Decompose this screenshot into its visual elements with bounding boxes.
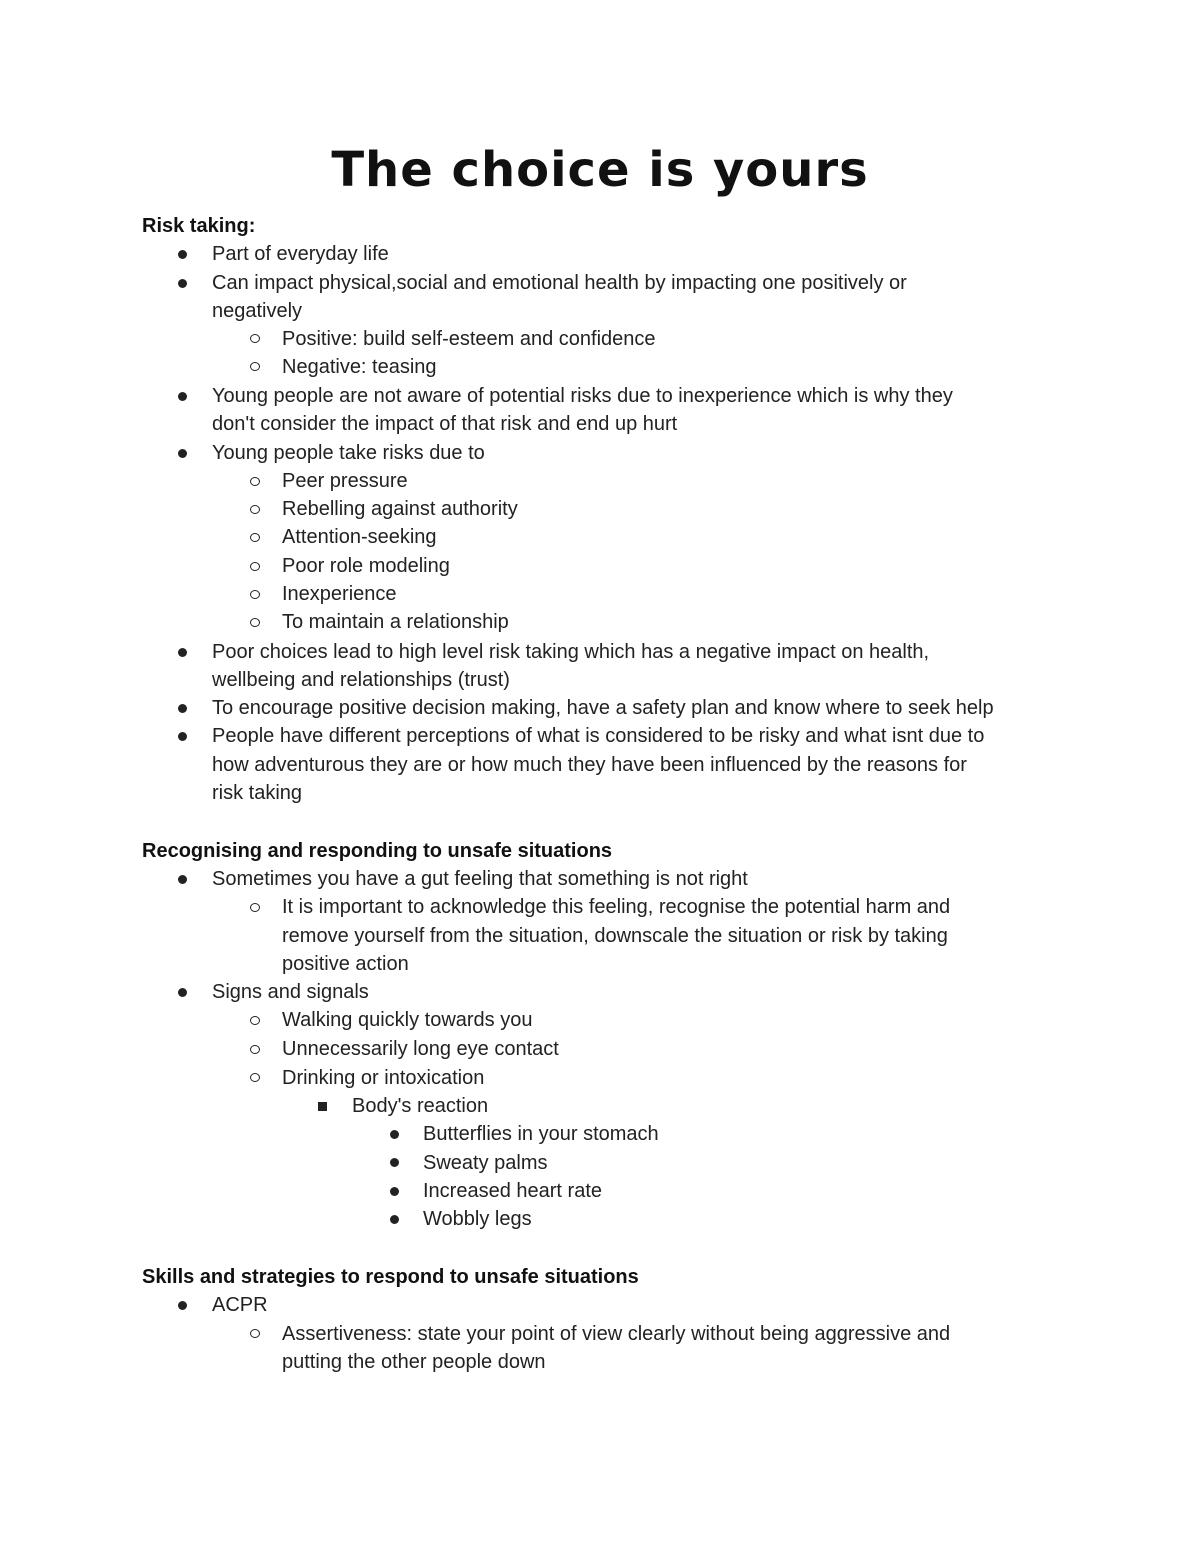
page-title: The choice is yours — [331, 142, 869, 198]
list-item: Butterflies in your stomach — [423, 1123, 659, 1145]
list-item: It is important to acknowledge this feeling, recognise the potential harm and — [282, 896, 951, 918]
bullet-disc — [390, 1187, 399, 1196]
list-item: Young people are not aware of potential risks due to inexperience which is why they — [212, 385, 953, 407]
bullet-disc — [178, 648, 187, 657]
list-item: Can impact physical,social and emotional health by impacting one positively or — [212, 272, 907, 294]
bullet-disc — [178, 392, 187, 401]
list-item: Unnecessarily long eye contact — [282, 1038, 559, 1060]
list-item: Part of everyday life — [212, 243, 389, 265]
list-item: Poor role modeling — [282, 555, 450, 577]
list-item-continuation: putting the other people down — [282, 1351, 546, 1373]
bullet-disc — [390, 1215, 399, 1224]
list-item: Walking quickly towards you — [282, 1009, 533, 1031]
list-item: Positive: build self-esteem and confidence — [282, 328, 656, 350]
list-item: Body's reaction — [352, 1095, 489, 1117]
list-item-continuation: risk taking — [212, 782, 303, 804]
list-item: Assertiveness: state your point of view clearly without being aggressive and — [282, 1323, 951, 1345]
list-item-continuation: negatively — [212, 300, 303, 322]
list-item: ACPR — [212, 1294, 268, 1316]
bullet-circle — [250, 533, 260, 542]
bullet-square — [318, 1102, 327, 1111]
section-heading-skills: Skills and strategies to respond to unsafe situations — [142, 1266, 639, 1288]
bullet-circle — [250, 1329, 260, 1338]
bullet-disc — [178, 875, 187, 884]
bullet-disc — [178, 250, 187, 259]
bullet-circle — [250, 1045, 260, 1054]
list-item: People have different perceptions of what is considered to be risky and what isnt due to — [212, 725, 985, 747]
list-item: To encourage positive decision making, have a safety plan and know where to seek help — [212, 697, 994, 719]
bullet-disc — [178, 279, 187, 288]
list-item: Signs and signals — [212, 981, 369, 1003]
bullet-circle — [250, 590, 260, 599]
bullet-circle — [250, 1016, 260, 1025]
bullet-circle — [250, 903, 260, 912]
section-heading-recognising: Recognising and responding to unsafe situations — [142, 840, 613, 862]
bullet-disc — [178, 988, 187, 997]
bullet-circle — [250, 1073, 260, 1082]
bullet-circle — [250, 477, 260, 486]
bullet-disc — [178, 449, 187, 458]
list-item: Young people take risks due to — [212, 442, 485, 464]
list-item: Inexperience — [282, 583, 397, 605]
section-heading-risk-taking: Risk taking: — [142, 215, 256, 237]
bullet-disc — [178, 732, 187, 741]
list-item: To maintain a relationship — [282, 611, 509, 633]
list-item: Attention-seeking — [282, 526, 437, 548]
list-item: Sweaty palms — [423, 1152, 548, 1174]
list-item-continuation: positive action — [282, 953, 409, 975]
bullet-circle — [250, 362, 260, 371]
bullet-circle — [250, 505, 260, 514]
list-item: Wobbly legs — [423, 1208, 532, 1230]
list-item: Sometimes you have a gut feeling that something is not right — [212, 868, 748, 890]
list-item: Increased heart rate — [423, 1180, 602, 1202]
bullet-circle — [250, 334, 260, 343]
bullet-circle — [250, 562, 260, 571]
bullet-disc — [178, 1301, 187, 1310]
bullet-disc — [390, 1130, 399, 1139]
list-item-continuation: don't consider the impact of that risk and end up hurt — [212, 413, 678, 435]
bullet-disc — [390, 1158, 399, 1167]
list-item-continuation: wellbeing and relationships (trust) — [212, 669, 510, 691]
list-item: Negative: teasing — [282, 356, 437, 378]
list-item-continuation: how adventurous they are or how much they have been influenced by the reasons for — [212, 754, 967, 776]
list-item: Peer pressure — [282, 470, 408, 492]
list-item: Poor choices lead to high level risk taking which has a negative impact on health, — [212, 641, 930, 663]
bullet-disc — [178, 704, 187, 713]
list-item-continuation: remove yourself from the situation, downscale the situation or risk by taking — [282, 925, 948, 947]
list-item: Drinking or intoxication — [282, 1067, 485, 1089]
list-item: Rebelling against authority — [282, 498, 518, 520]
bullet-circle — [250, 618, 260, 627]
